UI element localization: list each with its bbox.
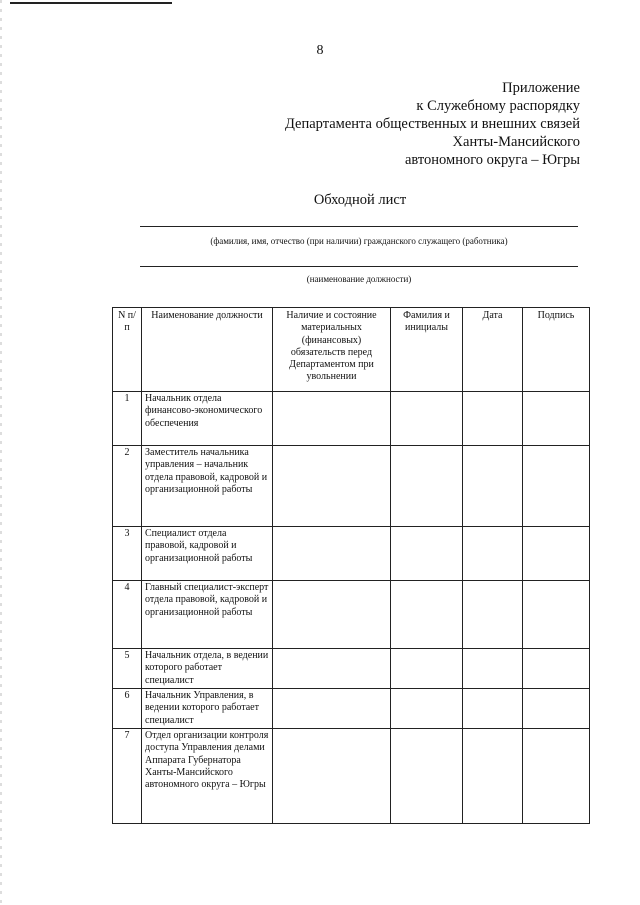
table-row xyxy=(113,649,590,689)
position-line xyxy=(140,266,578,267)
table-row xyxy=(113,392,590,446)
row-position: Начальник отдела финансово-экономического обеспечения xyxy=(142,392,273,446)
name-cell xyxy=(391,527,463,581)
page-number: 8 xyxy=(316,43,324,58)
obligations-cell xyxy=(273,392,391,446)
row-number: 1 xyxy=(113,392,142,446)
appendix-line: Приложение xyxy=(502,80,580,96)
clearance-table xyxy=(112,307,590,824)
table-row xyxy=(113,689,590,729)
row-number: 6 xyxy=(113,689,142,729)
signature-cell xyxy=(523,581,590,649)
obligations-cell xyxy=(273,649,391,689)
date-cell xyxy=(463,446,523,527)
table-row xyxy=(113,581,590,649)
appendix-line: к Служебному распорядку xyxy=(416,98,580,114)
date-cell xyxy=(463,527,523,581)
table-row xyxy=(113,446,590,527)
signature-cell xyxy=(523,527,590,581)
row-number: 7 xyxy=(113,729,142,824)
obligations-cell xyxy=(273,527,391,581)
appendix-line: Департамента общественных и внешних связей xyxy=(284,116,580,132)
header-number: N п/п xyxy=(113,308,142,392)
signature-cell xyxy=(523,446,590,527)
row-position: Заместитель начальника управления – начальник отдела правовой, кадровой и организационной работы xyxy=(142,446,273,527)
date-cell xyxy=(463,649,523,689)
name-cell xyxy=(391,581,463,649)
header-obligations: Наличие и состояние материальных (финансовых) обязательств перед Департаментом при увольнении xyxy=(273,308,391,392)
appendix-line: Ханты-Мансийского xyxy=(452,134,580,150)
row-number: 4 xyxy=(113,581,142,649)
appendix-line: автономного округа – Югры xyxy=(404,152,580,168)
signature-cell xyxy=(523,689,590,729)
document-title: Обходной лист xyxy=(313,192,407,208)
row-position: Специалист отдела правовой, кадровой и организационной работы xyxy=(142,527,273,581)
date-cell xyxy=(463,581,523,649)
row-position: Начальник Управления, в ведении которого работает специалист xyxy=(142,689,273,729)
header-rule xyxy=(10,2,172,4)
row-number: 2 xyxy=(113,446,142,527)
date-cell xyxy=(463,729,523,824)
table-row xyxy=(113,729,590,824)
header-name: Фамилия и инициалы xyxy=(391,308,463,392)
row-number: 5 xyxy=(113,649,142,689)
obligations-cell xyxy=(273,689,391,729)
row-position: Отдел организации контроля доступа Управления делами Аппарата Губернатора Ханты-Мансийского автономного округа – Югры xyxy=(142,729,273,824)
obligations-cell xyxy=(273,729,391,824)
name-cell xyxy=(391,729,463,824)
date-cell xyxy=(463,392,523,446)
name-cell xyxy=(391,689,463,729)
position-caption: (наименование должности) xyxy=(306,274,412,284)
header-position: Наименование должности xyxy=(142,308,273,392)
header-date: Дата xyxy=(463,308,523,392)
header-signature: Подпись xyxy=(523,308,590,392)
name-cell xyxy=(391,392,463,446)
row-number: 3 xyxy=(113,527,142,581)
scan-left-edge xyxy=(0,0,2,905)
obligations-cell xyxy=(273,581,391,649)
table-header-row xyxy=(113,308,590,392)
signature-cell xyxy=(523,649,590,689)
date-cell xyxy=(463,689,523,729)
employee-name-line xyxy=(140,226,578,227)
signature-cell xyxy=(523,392,590,446)
table-row xyxy=(113,527,590,581)
row-position: Начальник отдела, в ведении которого работает специалист xyxy=(142,649,273,689)
row-position: Главный специалист-эксперт отдела правовой, кадровой и организационной работы xyxy=(142,581,273,649)
obligations-cell xyxy=(273,446,391,527)
signature-cell xyxy=(523,729,590,824)
name-cell xyxy=(391,649,463,689)
appendix-block xyxy=(285,79,580,169)
employee-name-caption: (фамилия, имя, отчество (при наличии) гражданского служащего (работника) xyxy=(210,236,508,246)
name-cell xyxy=(391,446,463,527)
